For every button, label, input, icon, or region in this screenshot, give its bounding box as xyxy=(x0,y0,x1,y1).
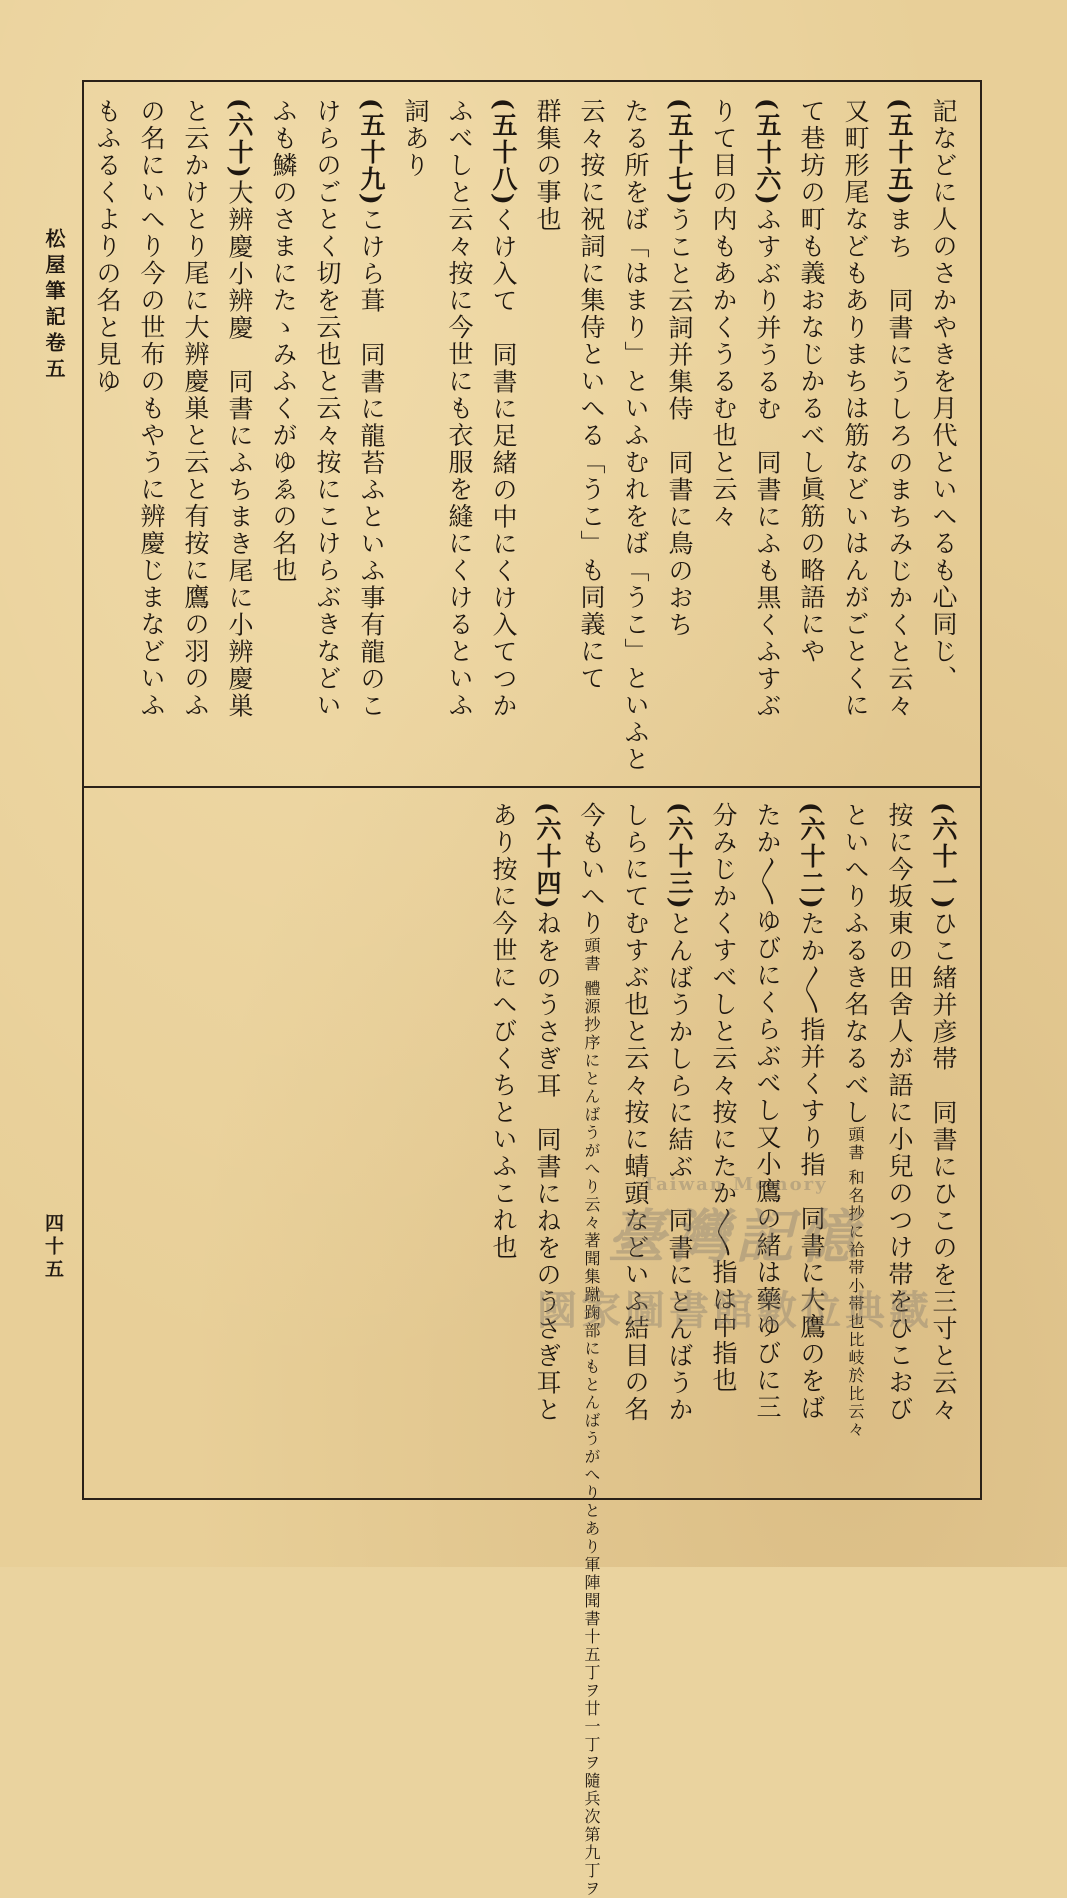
text-column: たる所をば「はまり」といふむれをば「うこ」といふと xyxy=(621,98,650,773)
text-column: 群集の事也 xyxy=(533,98,562,233)
head-note: 頭書 體源抄序にとんばうがへり云々著聞集蹴踘部にもとんばうがへりとあり軍陣聞書十五丁ヲ廿一丁ヲ隨兵次第九丁ヲ xyxy=(582,937,601,1898)
entry-number: (六十一) xyxy=(929,802,958,911)
entry-number: (五十九) xyxy=(357,98,386,207)
book-title: 松屋筆記卷五 xyxy=(42,228,66,384)
text-column: もふるくよりの名と見ゆ xyxy=(93,98,122,395)
entry-number: (六十) xyxy=(225,98,254,180)
text-column: (五十八)くけ入て 同書に足緒の中にくけ入てつか xyxy=(489,98,518,720)
entry-number: (六十二) xyxy=(797,802,826,911)
frame-divider xyxy=(82,786,982,788)
text-column: 今もいへり頭書 體源抄序にとんばうがへり云々著聞集蹴踘部にもとんばうがへりとあり軍陣聞書十五丁ヲ廿一丁ヲ隨兵次第九丁ヲ xyxy=(577,802,606,1898)
page-number: 四十五 xyxy=(42,1213,64,1282)
watermark-institution: 國家圖書館數位典藏 xyxy=(537,1287,933,1334)
entry-number: (六十三) xyxy=(665,802,694,911)
text-column: ふべしと云々按に今世にも衣服を縫にくけるといふ xyxy=(445,98,474,719)
text-column: ふも鱗のさまにたゝみふくがゆゑの名也 xyxy=(269,98,298,584)
text-column: の名にいへり今の世布のもやうに辨慶じまなどいふ xyxy=(137,98,166,719)
text-column: (五十五)まち 同書にうしろのまちみじかくと云々 xyxy=(885,98,914,720)
text-column: 詞あり xyxy=(401,98,430,179)
text-column: (六十一)ひこ緒并彦帯 同書にひこのを三寸と云々 xyxy=(929,802,958,1424)
text-column: (五十七)うこと云詞并集侍 同書に鳥のおち xyxy=(665,98,694,639)
head-note: 頭書 和名抄に袷帯小帯也比岐於比云々 xyxy=(846,1126,865,1440)
watermark-english: Taiwan Memory xyxy=(642,1174,828,1195)
text-column: (五十六)ふすぶり并うるむ 同書にふも黒くふすぶ xyxy=(753,98,782,720)
text-column: て巷坊の町も義おなじかるべし眞筋の略語にや xyxy=(797,98,826,665)
text-column: 分みじかくすべしと云々按にたか〳〵指は中指也 xyxy=(709,802,738,1394)
entry-number: (五十六) xyxy=(753,98,782,207)
bottom-text-panel xyxy=(405,802,965,1898)
text-column: りて目の内もあかくうるむ也と云々 xyxy=(709,98,738,530)
entry-number: (五十五) xyxy=(885,98,914,207)
text-column: (五十九)こけら葺 同書に龍苔ふといふ事有龍のこ xyxy=(357,98,386,720)
watermark-seal: 臺灣記憶 xyxy=(606,1203,863,1271)
text-column: 又町形尾などもありまちは筋などいはんがごとくに xyxy=(841,98,870,719)
text-column: 按に今坂東の田舍人が語に小兒のつけ帯をひこおび xyxy=(885,802,914,1423)
top-text-panel xyxy=(93,98,965,778)
text-column: しらにてむすぶ也と云々按に蜻頭などいふ結目の名 xyxy=(621,802,650,1423)
entry-number: (五十七) xyxy=(665,98,694,207)
text-column: あり按に今世にへびくちといふこれ也 xyxy=(489,802,518,1261)
text-column: (六十四)ねをのうさぎ耳 同書にねをのうさぎ耳と xyxy=(533,802,562,1424)
text-column: (六十三)とんばうかしらに結ぶ 同書にとんばうか xyxy=(665,802,694,1424)
text-column: と云かけとり尾に大辨慶巣と云と有按に鷹の羽のふ xyxy=(181,98,210,719)
entry-number: (六十四) xyxy=(533,802,562,911)
text-column: 記などに人のさかやきを月代といへるも心同じ、 xyxy=(929,98,958,692)
text-column: といへりふるき名なるべし頭書 和名抄に袷帯小帯也比岐於比云々 xyxy=(841,802,870,1440)
entry-number: (五十八) xyxy=(489,98,518,207)
text-column: 云々按に祝詞に集侍といへる「うこ」も同義にて xyxy=(577,98,606,692)
text-column: (六十二)たか〳〵指并くすり指 同書に大鷹のをば xyxy=(797,802,826,1422)
text-column: けらのごとく切を云也と云々按にこけらぶきなどい xyxy=(313,98,342,719)
text-column: (六十)大辨慶小辨慶 同書にふちまき尾に小辨慶巣 xyxy=(225,98,254,720)
text-column: たか〳〵ゆびにくらぶべし又小鷹の緒は藥ゆびに三 xyxy=(753,802,782,1421)
